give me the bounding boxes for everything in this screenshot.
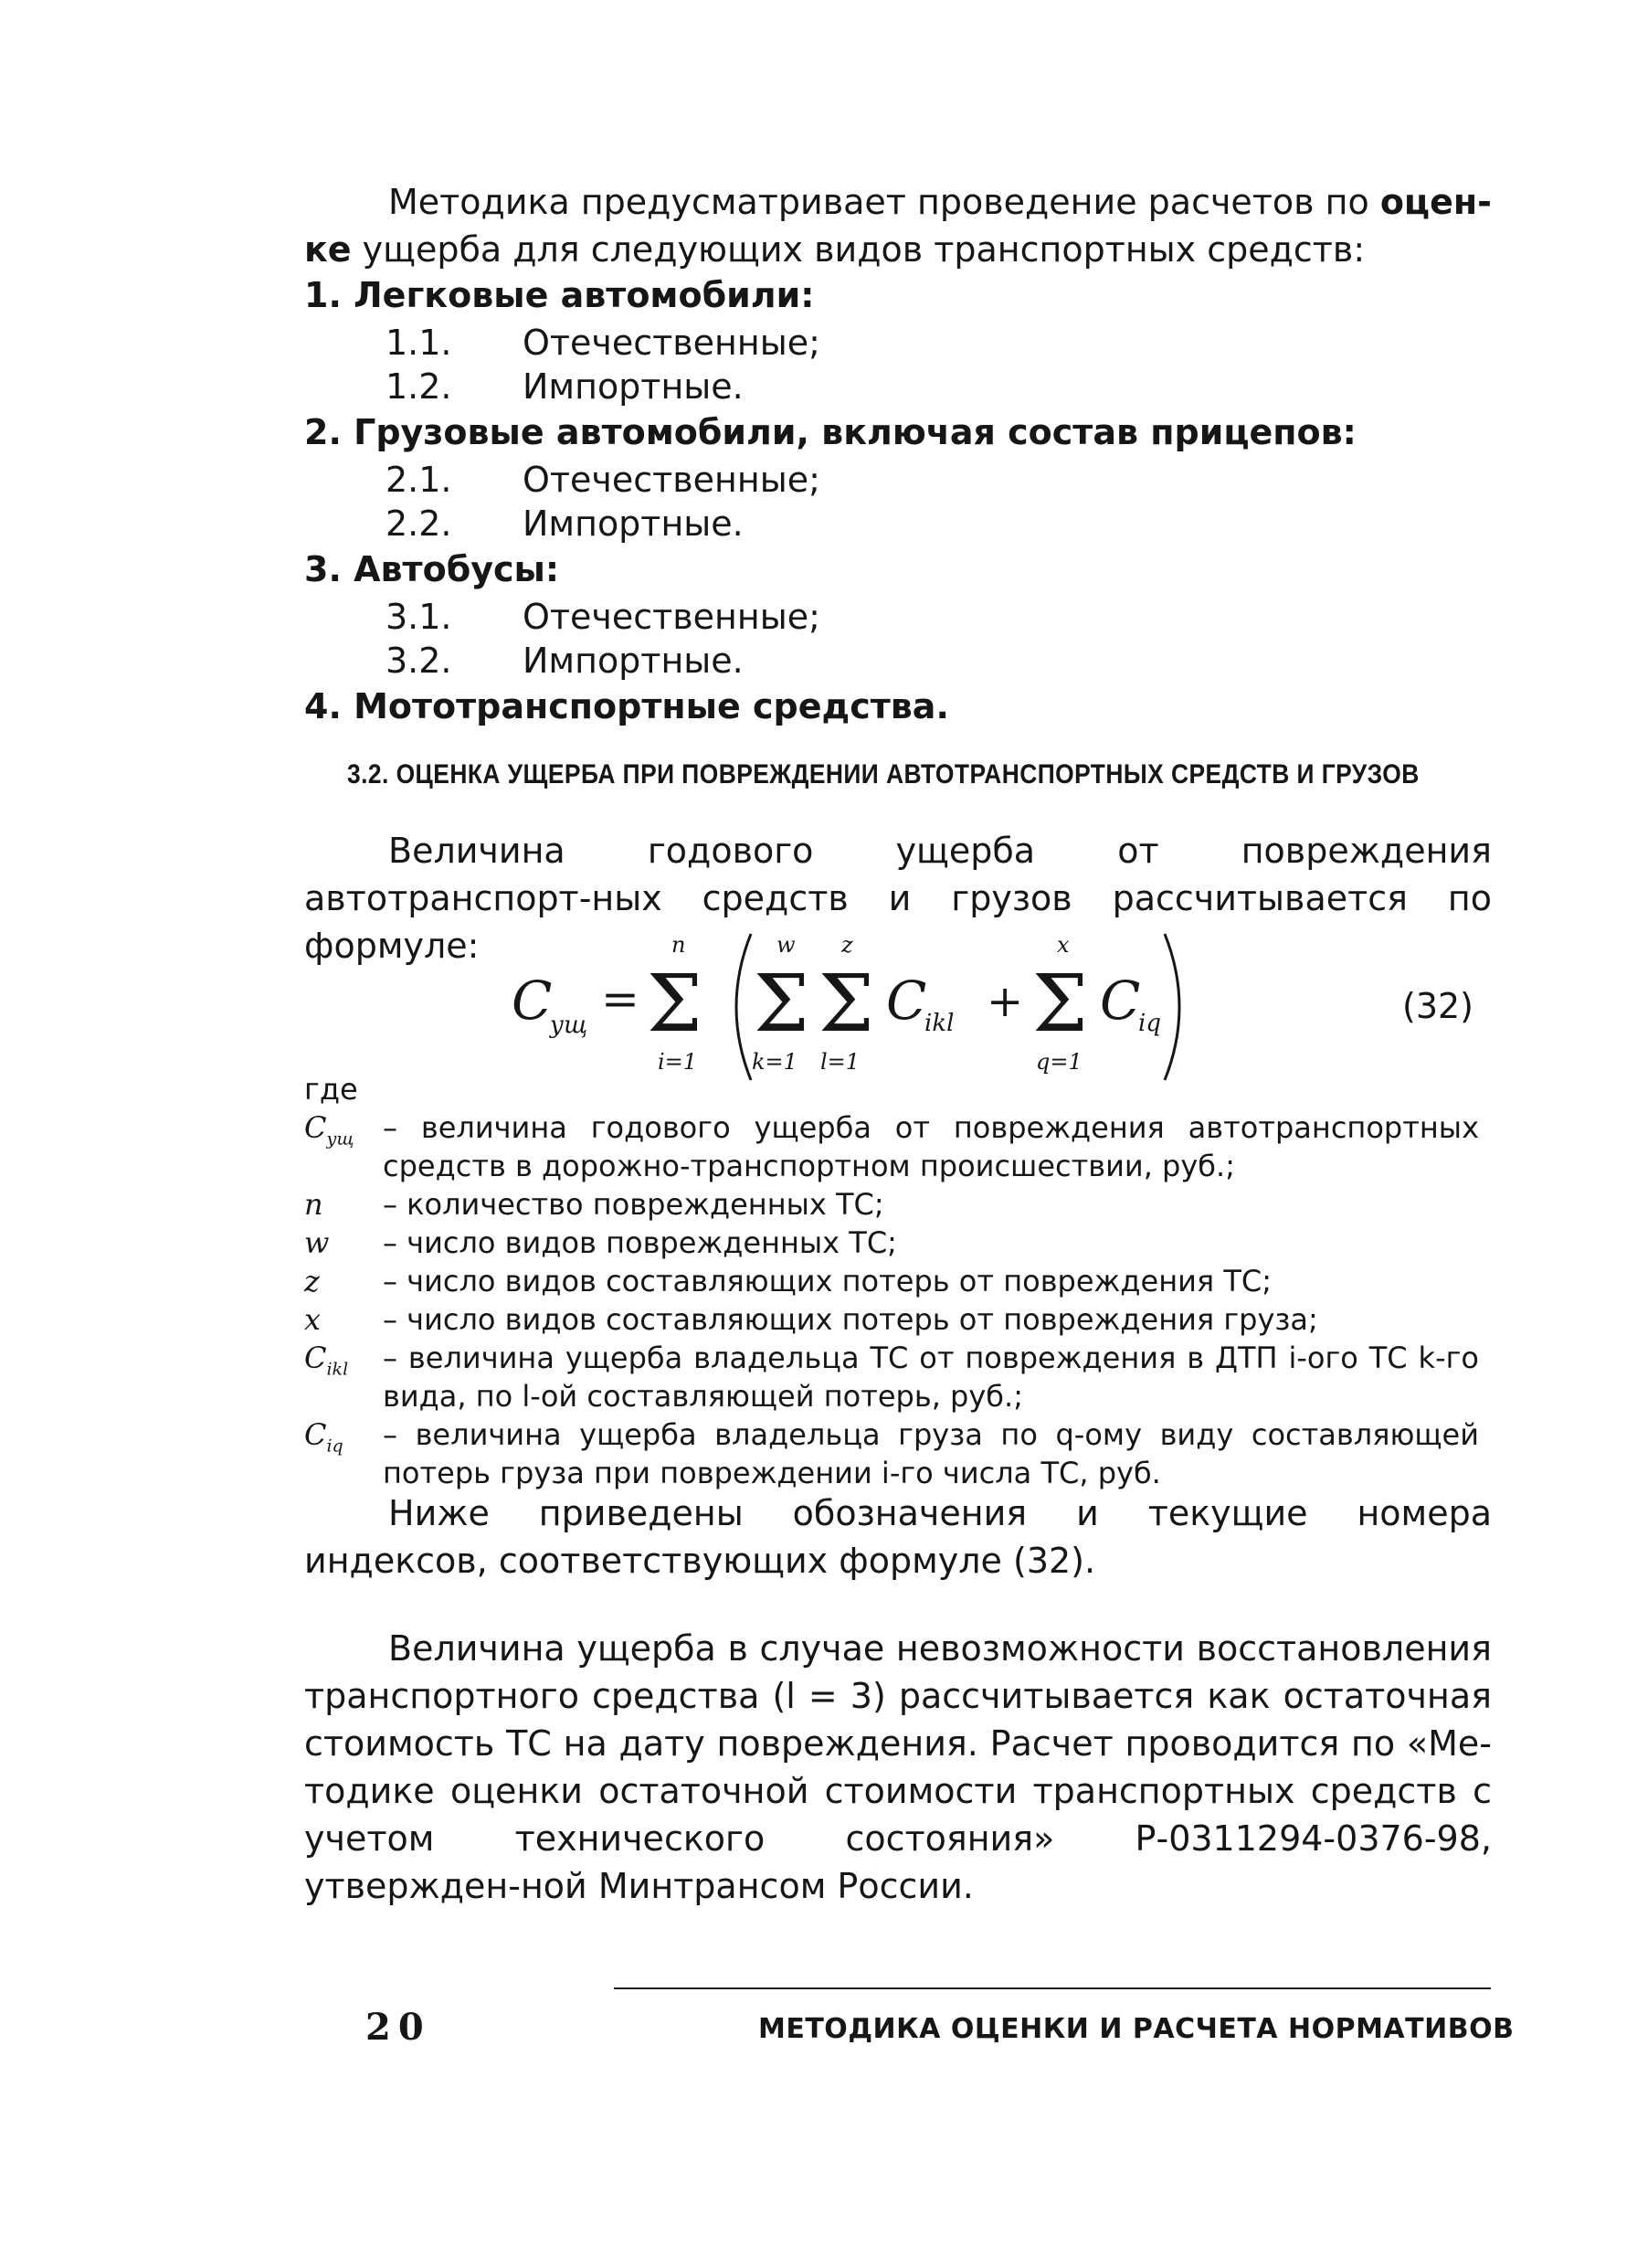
intro-bold-1: оцен- xyxy=(1379,182,1492,222)
definition-item xyxy=(304,1415,1492,1492)
intro-paragraph xyxy=(304,178,1492,273)
category-item xyxy=(385,319,820,366)
item-number: 2.1. xyxy=(385,460,452,500)
item-number: 1.1. xyxy=(385,323,452,363)
equation-number: (32) xyxy=(1402,986,1474,1026)
item-label: Импортные. xyxy=(523,366,744,407)
category-item xyxy=(385,593,820,641)
sum3-lower: l=1 xyxy=(820,1049,861,1075)
sum1-upper: n xyxy=(671,932,686,958)
intro-bold-2: ке xyxy=(304,229,352,270)
sum3-upper: z xyxy=(841,932,853,958)
section-heading: 3.2. ОЦЕНКА УЩЕРБА ПРИ ПОВРЕЖДЕНИИ АВТОТРАНСПОРТНЫХ СРЕДСТВ И ГРУЗОВ xyxy=(347,759,1420,790)
definition-item xyxy=(304,1108,1492,1185)
formula-lhs: C xyxy=(512,970,553,1032)
sum2-lower: k=1 xyxy=(752,1049,797,1075)
sum1-sign: Σ xyxy=(647,959,702,1050)
definition-text: – величина ущерба владельца ТС от повреждения в ДТП i-ого ТС k-го вида, по l-ой составляющей потерь, руб.; xyxy=(383,1341,1479,1414)
running-title: МЕТОДИКА ОЦЕНКИ И РАСЧЕТА НОРМАТИВОВ xyxy=(758,2013,1515,2045)
residual-value-paragraph xyxy=(304,1625,1492,1910)
definition-item xyxy=(304,1300,1492,1339)
definition-symbol: $C_{iq}$ xyxy=(304,1417,343,1457)
page-number: 20 xyxy=(365,2006,431,2049)
definition-symbol: n xyxy=(304,1187,323,1222)
definition-text: – величина ущерба владельца груза по q-ому виду составляющей потерь груза при повреждении i-го числа ТС, руб. xyxy=(383,1417,1479,1490)
right-paren xyxy=(1165,934,1179,1080)
formula-32 xyxy=(493,923,1279,1083)
category-4-title: 4. Мототранспортные средства. xyxy=(304,686,949,726)
term1-sub: ikl xyxy=(924,1010,955,1037)
sum3-sign: Σ xyxy=(818,959,874,1050)
formula-lhs-sub: ущ xyxy=(550,1012,588,1039)
formula-equals: = xyxy=(601,972,639,1025)
item-number: 3.2. xyxy=(385,641,452,681)
residual-value-text: Величина ущерба в случае невозможности восстановления транспортного средства (l = 3) рассчитывается как остаточная стоимость ТС на дату повреждения. Расчет проводится по «Ме-тодике оценки остаточной стоимости транспортных средств с учетом технического состояния» Р-0311294-0376-98, утвержден-ной Минтрансом России. xyxy=(304,1628,1492,1906)
category-1-title: 1. Легковые автомобили: xyxy=(304,275,815,315)
definition-text: – число видов поврежденных ТС; xyxy=(383,1225,897,1260)
definition-symbol: $C_{ikl}$ xyxy=(304,1341,349,1380)
definition-symbol: $C_{ущ}$ xyxy=(304,1110,354,1150)
definition-item xyxy=(304,1224,1492,1262)
left-paren xyxy=(736,934,751,1080)
formula-intro-text: Величина годового ущерба от повреждения автотранспорт-ных средств и грузов рассчитывается по формуле: xyxy=(304,831,1492,966)
definition-text: – число видов составляющих потерь от повреждения ТС; xyxy=(383,1264,1272,1298)
term2: C xyxy=(1100,970,1141,1032)
term2-sub: iq xyxy=(1138,1010,1161,1037)
formula-plus: + xyxy=(987,976,1024,1027)
footer-rule xyxy=(614,1987,1491,1989)
definition-item xyxy=(304,1185,1492,1224)
definition-item xyxy=(304,1339,1492,1415)
definition-text: – число видов составляющих потерь от повреждения груза; xyxy=(383,1302,1318,1337)
sum1-lower: i=1 xyxy=(658,1049,698,1075)
item-label: Отечественные; xyxy=(523,323,820,363)
item-number: 1.2. xyxy=(385,366,452,407)
indices-paragraph xyxy=(304,1489,1492,1584)
category-item xyxy=(385,363,744,410)
definition-text: – количество поврежденных ТС; xyxy=(383,1187,884,1222)
category-2-title: 2. Грузовые автомобили, включая состав прицепов: xyxy=(304,412,1357,452)
sum4-sign: Σ xyxy=(1032,959,1088,1050)
sum2-upper: w xyxy=(776,932,796,958)
item-label: Импортные. xyxy=(523,503,744,544)
category-3-title: 3. Автобусы: xyxy=(304,549,560,589)
intro-text-2: ущерба для следующих видов транспортных средств: xyxy=(351,229,1366,270)
formula-graphic xyxy=(493,923,1279,1083)
category-item xyxy=(385,637,744,684)
definition-symbol: w xyxy=(304,1225,330,1260)
term1: C xyxy=(886,970,927,1032)
item-number: 2.2. xyxy=(385,503,452,544)
sum4-lower: q=1 xyxy=(1036,1049,1083,1075)
where-label: где xyxy=(304,1072,358,1107)
category-item xyxy=(385,500,744,547)
item-label: Отечественные; xyxy=(523,460,820,500)
indices-text: Ниже приведены обозначения и текущие номера индексов, соответствующих формуле (32). xyxy=(304,1493,1492,1581)
item-label: Отечественные; xyxy=(523,597,820,637)
definitions-list xyxy=(304,1108,1492,1492)
definition-symbol: z xyxy=(304,1264,320,1298)
intro-text: Методика предусматривает проведение расчетов по xyxy=(388,182,1380,222)
definition-symbol: x xyxy=(304,1302,322,1337)
sum2-sign: Σ xyxy=(754,959,809,1050)
definition-text: – величина годового ущерба от повреждения автотранспортных средств в дорожно-транспортном происшествии, руб.; xyxy=(383,1110,1479,1183)
definition-item xyxy=(304,1262,1492,1300)
sum4-upper: x xyxy=(1057,932,1070,958)
item-number: 3.1. xyxy=(385,597,452,637)
category-item xyxy=(385,456,820,503)
item-label: Импортные. xyxy=(523,641,744,681)
